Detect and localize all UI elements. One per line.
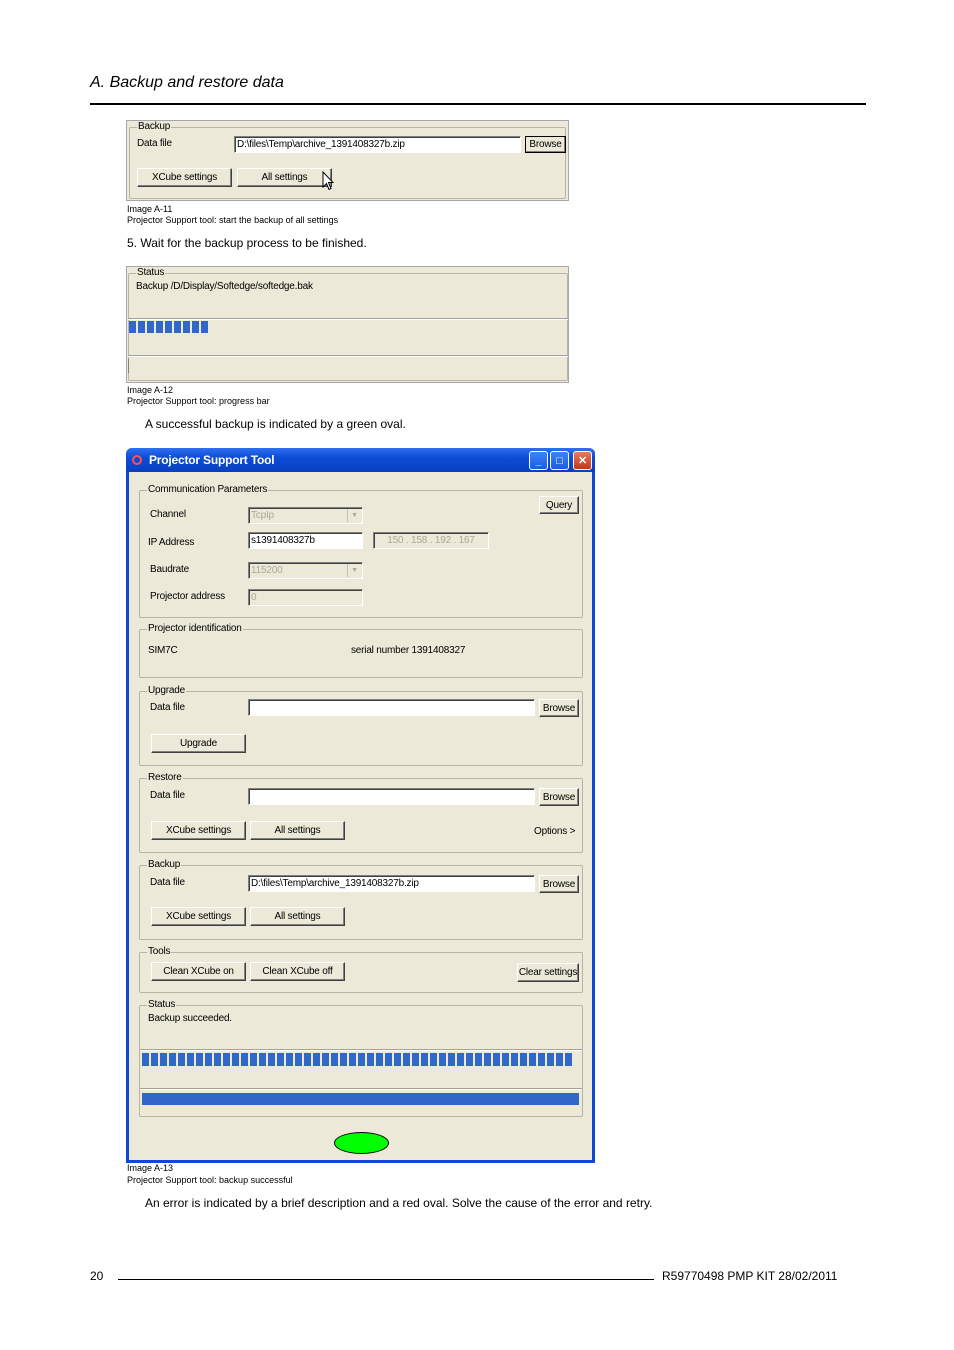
progress-segment (556, 1053, 563, 1066)
step-5-text: 5. Wait for the backup process to be finished. (127, 236, 367, 250)
progress-segment (250, 1053, 257, 1066)
progress-segment (129, 321, 136, 333)
progress-segment (457, 1053, 464, 1066)
progress-segment (169, 1053, 176, 1066)
segmented-progress-bar (141, 1052, 581, 1067)
progress-segment (295, 1053, 302, 1066)
projector-support-tool-window (126, 448, 595, 1163)
minimize-icon[interactable]: _ (529, 451, 548, 470)
progress-segment (156, 321, 163, 333)
channel-label: Channel (150, 509, 186, 520)
progress-bar (128, 320, 568, 334)
clean-xcube-on-button[interactable]: Clean XCube on (151, 962, 246, 981)
upgrade-legend: Upgrade (148, 685, 185, 696)
upgrade-browse-button[interactable]: Browse (539, 699, 579, 717)
progress-segment (547, 1053, 554, 1066)
status-legend: Status (137, 267, 165, 278)
scroll-edge (128, 359, 129, 373)
progress-segment (529, 1053, 536, 1066)
upgrade-button[interactable]: Upgrade (151, 734, 246, 753)
progress-segment (493, 1053, 500, 1066)
mouse-cursor-icon (322, 171, 334, 191)
restore-data-file-input[interactable] (248, 788, 535, 805)
caption-a12-id: Image A-12 (127, 385, 174, 395)
progress-segment (484, 1053, 491, 1066)
solid-progress-bar (142, 1093, 579, 1105)
status-legend: Status (148, 999, 176, 1010)
caption-a12-text: Projector Support tool: progress bar (127, 396, 270, 406)
error-text: An error is indicated by a brief description and a red oval. Solve the cause of the error and retry. (145, 1196, 653, 1210)
success-text: A successful backup is indicated by a green oval. (145, 417, 406, 431)
restore-browse-button[interactable]: Browse (539, 788, 579, 806)
progress-segment (421, 1053, 428, 1066)
progress-segment (511, 1053, 518, 1066)
backup-legend: Backup (138, 121, 171, 132)
options-link[interactable]: Options > (534, 826, 576, 837)
tools-legend: Tools (148, 946, 171, 957)
progress-segment (201, 321, 208, 333)
figure-a12-status-panel (126, 266, 569, 383)
backup-all-settings-button[interactable]: All settings (250, 907, 345, 926)
progress-segment (205, 1053, 212, 1066)
close-icon[interactable]: ✕ (573, 451, 592, 470)
clean-xcube-off-button[interactable]: Clean XCube off (250, 962, 345, 981)
progress-segment (192, 321, 199, 333)
ident-legend: Projector identification (148, 623, 242, 634)
progress-segment (268, 1053, 275, 1066)
figure-a11-backup-panel (126, 120, 569, 201)
progress-segment (147, 321, 154, 333)
progress-segment (394, 1053, 401, 1066)
progress-segment (183, 321, 190, 333)
comm-legend: Communication Parameters (148, 484, 268, 495)
restore-legend: Restore (148, 772, 182, 783)
progress-segment (538, 1053, 545, 1066)
restore-xcube-settings-button[interactable]: XCube settings (151, 821, 246, 840)
progress-segment (232, 1053, 239, 1066)
progress-segment (313, 1053, 320, 1066)
progress-segment (322, 1053, 329, 1066)
progress-segment (165, 321, 172, 333)
projector-model: SIM7C (148, 645, 178, 656)
window-title: Projector Support Tool (149, 453, 275, 467)
chevron-down-icon: ▼ (347, 564, 361, 577)
progress-segment (178, 1053, 185, 1066)
separator (140, 1088, 582, 1090)
progress-segment (412, 1053, 419, 1066)
status-text: Backup succeeded. (148, 1013, 232, 1024)
progress-segment (448, 1053, 455, 1066)
baudrate-value: 115200 (251, 565, 283, 576)
success-oval-indicator (334, 1132, 389, 1154)
section-title: A. Backup and restore data (90, 74, 284, 91)
progress-segment (367, 1053, 374, 1066)
backup-xcube-settings-button[interactable]: XCube settings (151, 907, 246, 926)
caption-a13-text: Projector Support tool: backup successful (127, 1175, 293, 1185)
progress-segment (565, 1053, 572, 1066)
header-rule (90, 103, 866, 105)
backup-data-file-label: Data file (150, 877, 185, 888)
progress-segment (196, 1053, 203, 1066)
backup-data-file-input[interactable]: D:\files\Temp\archive_1391408327b.zip (248, 875, 535, 892)
channel-select[interactable] (248, 507, 363, 524)
status-text: Backup /D/Display/Softedge/softedge.bak (136, 281, 313, 292)
progress-segment (376, 1053, 383, 1066)
progress-segment (439, 1053, 446, 1066)
progress-segment (286, 1053, 293, 1066)
separator (140, 1049, 582, 1051)
footer-rule (118, 1279, 654, 1280)
caption-a13-id: Image A-13 (127, 1163, 174, 1173)
ip-address-input[interactable]: s1391408327b (248, 532, 363, 549)
ip-address-label: IP Address (148, 537, 195, 548)
progress-segment (304, 1053, 311, 1066)
progress-segment (151, 1053, 158, 1066)
progress-segment (340, 1053, 347, 1066)
progress-segment (430, 1053, 437, 1066)
all-settings-button[interactable]: All settings (237, 168, 332, 187)
page-number: 20 (90, 1269, 104, 1283)
progress-segment (466, 1053, 473, 1066)
restore-data-file-label: Data file (150, 790, 185, 801)
upgrade-data-file-label: Data file (150, 702, 185, 713)
progress-segment (358, 1053, 365, 1066)
clear-settings-button[interactable]: Clear settings (517, 963, 579, 982)
progress-segment (403, 1053, 410, 1066)
ip-numeric-field[interactable]: 150 . 158 . 192 . 167 (373, 532, 489, 549)
app-icon (132, 455, 142, 465)
upgrade-data-file-input[interactable] (248, 699, 535, 716)
chevron-down-icon: ▼ (347, 509, 361, 522)
progress-segment (138, 321, 145, 333)
baudrate-select[interactable] (248, 562, 363, 579)
maximize-icon[interactable]: □ (550, 451, 569, 470)
progress-segment (277, 1053, 284, 1066)
progress-segment (520, 1053, 527, 1066)
caption-a11-id: Image A-11 (127, 204, 173, 214)
progress-segment (241, 1053, 248, 1066)
backup-legend: Backup (148, 859, 181, 870)
xcube-settings-button[interactable]: XCube settings (137, 168, 232, 187)
baudrate-label: Baudrate (150, 564, 189, 575)
window-titlebar[interactable] (126, 448, 595, 472)
progress-segment (142, 1053, 149, 1066)
backup-browse-button[interactable]: Browse (539, 875, 579, 893)
backup-data-file-input[interactable]: D:\files\Temp\archive_1391408327b.zip (234, 136, 521, 153)
progress-segment (259, 1053, 266, 1066)
progress-segment (223, 1053, 230, 1066)
channel-value: TcpIp (251, 510, 274, 521)
projector-address-input[interactable]: 0 (248, 589, 363, 606)
projector-address-label: Projector address (150, 591, 225, 602)
data-file-label: Data file (137, 138, 172, 149)
progress-segment (187, 1053, 194, 1066)
caption-a11-text: Projector Support tool: start the backup of all settings (127, 215, 339, 225)
progress-segment (331, 1053, 338, 1066)
progress-segment (214, 1053, 221, 1066)
progress-segment (475, 1053, 482, 1066)
restore-all-settings-button[interactable]: All settings (250, 821, 345, 840)
progress-segment (502, 1053, 509, 1066)
document-reference: R59770498 PMP KIT 28/02/2011 (662, 1269, 838, 1283)
browse-button[interactable]: Browse (525, 136, 566, 153)
progress-segment (174, 321, 181, 333)
progress-segment (160, 1053, 167, 1066)
progress-segment (385, 1053, 392, 1066)
query-button[interactable]: Query (539, 496, 579, 514)
progress-segment (349, 1053, 356, 1066)
serial-number: serial number 1391408327 (351, 645, 466, 656)
separator (128, 355, 568, 357)
